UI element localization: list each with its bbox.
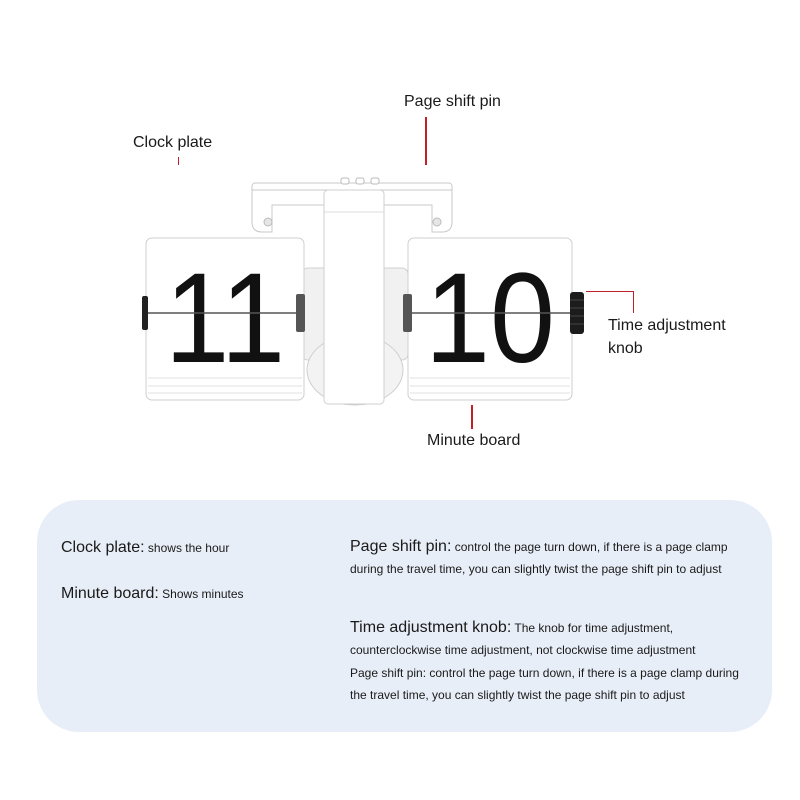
callout-page-shift-pin: Page shift pin — [404, 93, 501, 110]
text-minute-board: Shows minutes — [158, 587, 244, 601]
time-adjustment-knob[interactable] — [570, 292, 584, 334]
leader-knob-horizontal — [586, 291, 634, 292]
desc-page-shift-pin — [350, 537, 728, 557]
term-clock-plate: Clock plate: — [61, 539, 145, 556]
desc-time-adjustment-knob — [350, 618, 673, 638]
desc-time-adjustment-knob-cont: counterclockwise time adjustment, not clockwise time adjustment — [350, 643, 696, 657]
text-clock-plate: shows the hour — [144, 541, 230, 555]
callout-minute-board: Minute board — [427, 432, 521, 449]
hour-digits: 11 — [165, 247, 285, 390]
description-panel — [37, 500, 772, 732]
leader-minute-board — [471, 405, 473, 429]
desc-page-shift-pin-cont: during the travel time, you can slightly twist the page shift pin to adjust — [350, 562, 722, 576]
desc-clock-plate — [61, 538, 229, 558]
desc-minute-board — [61, 584, 244, 604]
clock-plate — [142, 238, 305, 400]
center-column — [302, 190, 408, 405]
leader-knob-vertical — [633, 291, 634, 313]
minute-board — [403, 238, 572, 400]
term-page-shift-pin: Page shift pin: — [350, 538, 452, 555]
text-time-adjustment-knob: The knob for time adjustment, — [511, 621, 674, 635]
minute-digits: 10 — [425, 247, 555, 390]
term-time-adjustment-knob: Time adjustment knob: — [350, 619, 512, 636]
callout-time-adjustment-knob-line1: Time adjustment — [608, 317, 726, 334]
leader-clock-plate — [178, 157, 179, 165]
callout-clock-plate: Clock plate — [133, 134, 213, 151]
term-minute-board: Minute board: — [61, 585, 159, 602]
callout-time-adjustment-knob-line2: knob — [608, 340, 643, 357]
leader-page-shift-pin — [425, 117, 427, 165]
page-shift-pin[interactable] — [341, 178, 379, 184]
text-page-shift-pin: control the page turn down, if there is a page clamp — [451, 540, 728, 554]
desc-page-shift-pin-repeat-1: Page shift pin: control the page turn down, if there is a page clamp during — [350, 666, 739, 680]
desc-page-shift-pin-repeat-2: the travel time, you can slightly twist the page shift pin to adjust — [350, 688, 685, 702]
